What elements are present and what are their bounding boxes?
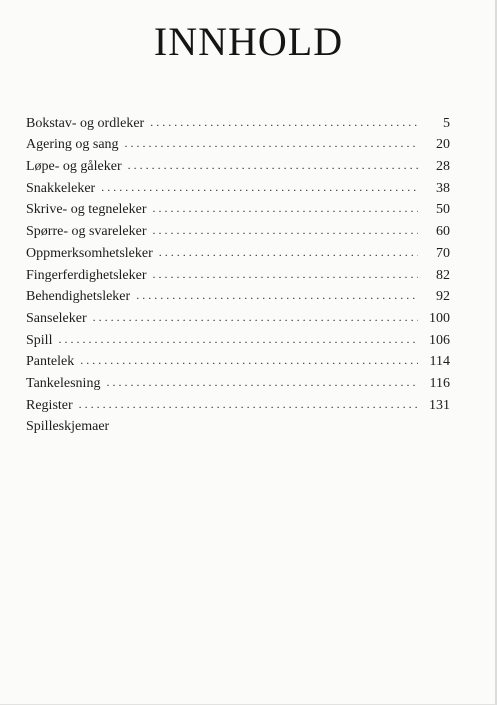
toc-entry-title: Agering og sang bbox=[26, 137, 119, 153]
toc-page-number: 114 bbox=[429, 354, 450, 370]
toc-entry bbox=[26, 175, 450, 197]
toc-entry-title: Oppmerksomhetsleker bbox=[26, 245, 153, 261]
toc-page-number: 106 bbox=[429, 332, 450, 348]
toc-page-number: 60 bbox=[436, 224, 450, 240]
table-of-contents bbox=[26, 110, 450, 435]
toc-entry-title: Behendighetsleker bbox=[26, 289, 131, 305]
toc-entry-title: Tankelesning bbox=[26, 375, 101, 391]
dot-leader bbox=[153, 201, 418, 216]
toc-entry-title: Løpe- og gåleker bbox=[26, 159, 122, 175]
toc-entry-title: Spørre- og svareleker bbox=[26, 224, 147, 240]
dot-leader bbox=[79, 397, 418, 412]
toc-entry bbox=[26, 132, 450, 154]
toc-page-number: 50 bbox=[436, 202, 450, 218]
toc-entry bbox=[26, 153, 450, 175]
dot-leader bbox=[93, 310, 418, 325]
dot-leader bbox=[150, 115, 418, 130]
dot-leader bbox=[136, 288, 418, 303]
toc-page-number: 116 bbox=[429, 375, 450, 391]
toc-page-number: 82 bbox=[436, 267, 450, 283]
toc-entry bbox=[26, 262, 450, 284]
toc-page-number: 100 bbox=[429, 310, 450, 326]
toc-entry bbox=[26, 370, 450, 392]
toc-entry-title: Snakkeleker bbox=[26, 180, 96, 196]
toc-entry-title: Skrive- og tegneleker bbox=[26, 202, 147, 218]
toc-entry bbox=[26, 284, 450, 306]
toc-entry-title: Sanseleker bbox=[26, 310, 87, 326]
toc-entry bbox=[26, 414, 450, 436]
toc-entry-title: Pantelek bbox=[26, 354, 75, 370]
toc-entry-title: Spilleskjemaer bbox=[26, 419, 110, 435]
toc-page-number: 70 bbox=[436, 245, 450, 261]
toc-entry-title: Bokstav- og ordleker bbox=[26, 115, 145, 131]
dot-leader bbox=[159, 245, 418, 260]
dot-leader bbox=[80, 353, 418, 368]
toc-entry bbox=[26, 110, 450, 132]
toc-page-number: 5 bbox=[443, 115, 450, 131]
dot-leader bbox=[101, 180, 418, 195]
toc-entry-title: Spill bbox=[26, 332, 53, 348]
toc-page-number: 20 bbox=[436, 137, 450, 153]
toc-page-number: 38 bbox=[436, 180, 450, 196]
toc-entry bbox=[26, 327, 450, 349]
toc-entry bbox=[26, 197, 450, 219]
toc-entry bbox=[26, 240, 450, 262]
toc-page-number: 131 bbox=[429, 397, 450, 413]
toc-entry bbox=[26, 392, 450, 414]
toc-page-number: 92 bbox=[436, 289, 450, 305]
dot-leader bbox=[58, 332, 418, 347]
page-title: INNHOLD bbox=[153, 19, 344, 64]
dot-leader bbox=[125, 136, 418, 151]
toc-entry bbox=[26, 349, 450, 371]
toc-entry-title: Fingerferdighetsleker bbox=[26, 267, 147, 283]
dot-leader bbox=[153, 267, 418, 282]
toc-entry bbox=[26, 305, 450, 327]
dot-leader bbox=[106, 375, 418, 390]
dot-leader bbox=[128, 158, 418, 173]
dot-leader bbox=[153, 223, 418, 238]
toc-entry bbox=[26, 218, 450, 240]
toc-entry-title: Register bbox=[26, 397, 73, 413]
toc-page-number: 28 bbox=[436, 159, 450, 175]
